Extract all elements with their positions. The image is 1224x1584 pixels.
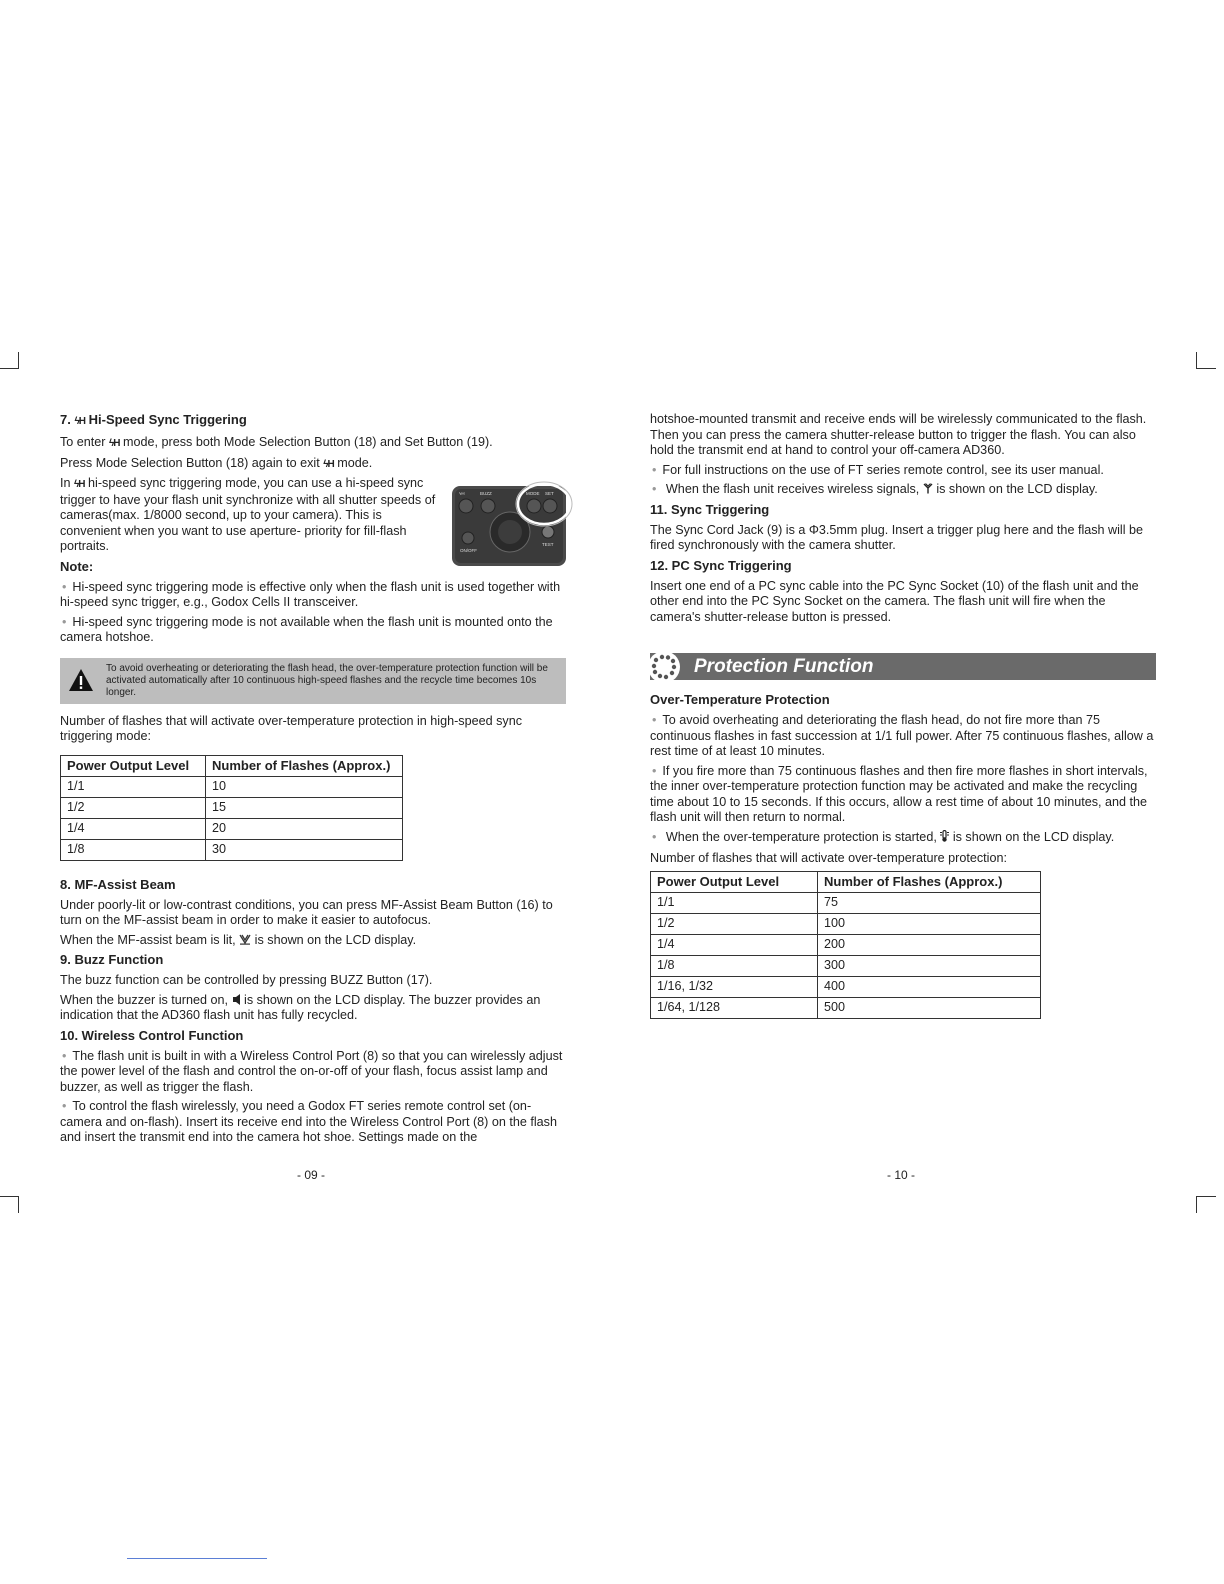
crop-mark [18, 352, 19, 369]
table-header: Number of Flashes (Approx.) [818, 871, 1041, 892]
note-bullet: • Hi-speed sync triggering mode is not available when the flash unit is mounted onto the camera hotshoe. [60, 615, 566, 646]
table-row: 1/8 300 [651, 955, 1041, 976]
warning-box [60, 658, 566, 704]
page-number-left: - 09 - [297, 1168, 326, 1182]
bullet-item: • If you fire more than 75 continuous flashes and then fire more flashes in short intervals, the inner over-temperature protection function may be activated and make the recycling time about 10 to 15 seconds. If this occurs, allow a rest time of about 10 minutes, and the flash unit will then return to normal. [650, 764, 1156, 826]
table-row: 1/8 30 [61, 839, 403, 860]
section-7-heading [60, 412, 566, 430]
paragraph: hotshoe-mounted transmit and receive ends will be wirelessly communicated to the flash. Then you can press the camera shutter-release button to trigger the flash. You can also hold the transmit end at hand to control your off-camera AD360. [650, 412, 1147, 457]
paragraph: The Sync Cord Jack (9) is a Φ3.5mm plug. Insert a trigger plug here and the flash will be fired synchronously with the camera shutter. [650, 522, 1144, 552]
buzzer-icon [232, 994, 241, 1005]
paragraph: Number of flashes that will activate over-temperature protection in high-speed sync triggering mode: [60, 713, 522, 743]
section-7-number: 7. [60, 412, 71, 427]
panel-label: SET [545, 491, 554, 496]
crop-mark [1196, 1196, 1197, 1213]
table-header: Number of Flashes (Approx.) [206, 755, 403, 776]
panel-label: MODE [526, 491, 540, 496]
note-bullet: • Hi-speed sync triggering mode is effective only when the flash unit is used together with hi-speed sync trigger, e.g., Godox Cells II transceiver. [60, 580, 566, 611]
footer-link-underline [127, 1558, 267, 1559]
section-10-heading: 10. Wireless Control Function [60, 1027, 244, 1043]
table-row: 1/2 100 [651, 913, 1041, 934]
paragraph: Under poorly-lit or low-contrast conditions, you can press MF-Assist Beam Button (16) to turn on the MF-assist beam in order to make it easier to autofocus. [60, 897, 553, 927]
bullet-item: • To control the flash wirelessly, you need a Godox FT series remote control set (on-camera and on-flash). Insert its receive end into the Wireless Control Port (8) on the flash and insert the transmit end into the camera hot shoe. Settings made on the [60, 1099, 566, 1146]
table-header-row [651, 871, 1041, 892]
panel-label: BUZZ [480, 491, 492, 496]
paragraph: Number of flashes that will activate over-temperature protection: [650, 851, 1007, 865]
crop-mark [0, 1196, 19, 1197]
hs-sync-icon: ϟH [74, 479, 85, 490]
table-row: 1/1 10 [61, 776, 403, 797]
control-panel-image [452, 480, 574, 568]
paragraph: When the MF-assist beam is lit, is shown on the LCD display. [60, 932, 417, 947]
left-page [60, 412, 566, 1150]
wireless-signal-icon [923, 483, 933, 494]
panel-label: ϟH [459, 491, 465, 496]
right-page [650, 412, 1156, 1035]
crop-mark [0, 368, 19, 369]
section-dots-icon [646, 651, 682, 683]
crop-mark [1196, 368, 1216, 369]
panel-label: ON/OFF [460, 548, 477, 553]
over-temp-heading: Over-Temperature Protection [650, 692, 830, 707]
table-header: Power Output Level [61, 755, 206, 776]
hs-sync-icon: ϟH [74, 416, 85, 427]
hs-sync-icon: ϟH [323, 458, 334, 470]
page-number-right: - 10 - [887, 1168, 916, 1182]
table-row: 1/4 20 [61, 818, 403, 839]
paragraph: Insert one end of a PC sync cable into the PC Sync Socket (10) of the flash unit and the other end into the PC Sync Socket on the camera. The flash unit will fire when the camera's shutter-release button is pressed. [650, 578, 1139, 624]
table-row: 1/1 75 [651, 892, 1041, 913]
thermometer-icon [940, 830, 949, 842]
bullet-item: • To avoid overheating and deteriorating the flash head, do not fire more than 75 continuous flashes in fast succession at 1/1 full power. After 75 continuous flashes, allow a rest time of at least 10 minutes. [650, 713, 1156, 760]
paragraph: Press Mode Selection Button (18) again to exit ϟH mode. [60, 455, 373, 470]
protection-section-header [650, 653, 1156, 680]
section-11-heading: 11. Sync Triggering [650, 501, 770, 517]
protection-section-title: Protection Function [694, 656, 874, 677]
warning-icon [68, 668, 94, 692]
section-9-heading: 9. Buzz Function [60, 952, 164, 967]
hs-sync-icon: ϟH [109, 438, 120, 449]
section-8-heading: 8. MF-Assist Beam [60, 876, 176, 892]
crop-mark [1196, 1196, 1216, 1197]
paragraph: The buzz function can be controlled by pressing BUZZ Button (17). [60, 973, 433, 987]
paragraph: When the buzzer is turned on, is shown on the LCD display. The buzzer provides an indication that the AD360 flash unit has fully recycled. [60, 992, 541, 1022]
warning-text: To avoid overheating or deteriorating the flash head, the over-temperature protection function will be activated automatically after 10 continuous high-speed flashes and the recycle time becomes 10s longer. [106, 662, 548, 698]
table-row: 1/64, 1/128 500 [651, 997, 1041, 1018]
hs-flash-table [60, 755, 403, 861]
bullet-item: • When the over-temperature protection is started, is shown on the LCD display. [650, 830, 1156, 846]
af-assist-icon [239, 934, 251, 945]
crop-mark [18, 1196, 19, 1213]
panel-label: TEST [542, 542, 554, 547]
note-heading: Note: [60, 558, 94, 574]
table-header: Power Output Level [651, 871, 818, 892]
paragraph: In ϟH ϟH BUZZ MODE SET ON/OFF TEST hi-speed sync triggering mode, you can use a hi-speed sync trigger to have your flash unit synchronize with all shutter speeds of cameras(max. 1/8000 second, up to your camera). This is convenient when you want to use aperture- priority for fill-flash portraits. [60, 476, 566, 555]
section-7-title: Hi-Speed Sync Triggering [88, 412, 247, 427]
table-row: 1/4 200 [651, 934, 1041, 955]
table-row: 1/16, 1/32 400 [651, 976, 1041, 997]
crop-mark [1196, 352, 1197, 369]
bullet-item: • For full instructions on the use of FT series remote control, see its user manual. [650, 463, 1156, 479]
table-header-row [61, 755, 403, 776]
control-panel-illustration [452, 480, 574, 568]
bullet-item: • When the flash unit receives wireless signals, is shown on the LCD display. [650, 482, 1156, 498]
bullet-item: • The flash unit is built in with a Wireless Control Port (8) so that you can wirelessly adjust the power level of the flash and control the on-or-off of your flash, focus assist lamp and buzzer, as well as trigger the flash. [60, 1049, 566, 1096]
section-12-heading: 12. PC Sync Triggering [650, 557, 792, 573]
table-row: 1/2 15 [61, 797, 403, 818]
over-temp-flash-table [650, 871, 1041, 1019]
paragraph: To enter ϟH mode, press both Mode Selection Button (18) and Set Button (19). [60, 435, 493, 449]
